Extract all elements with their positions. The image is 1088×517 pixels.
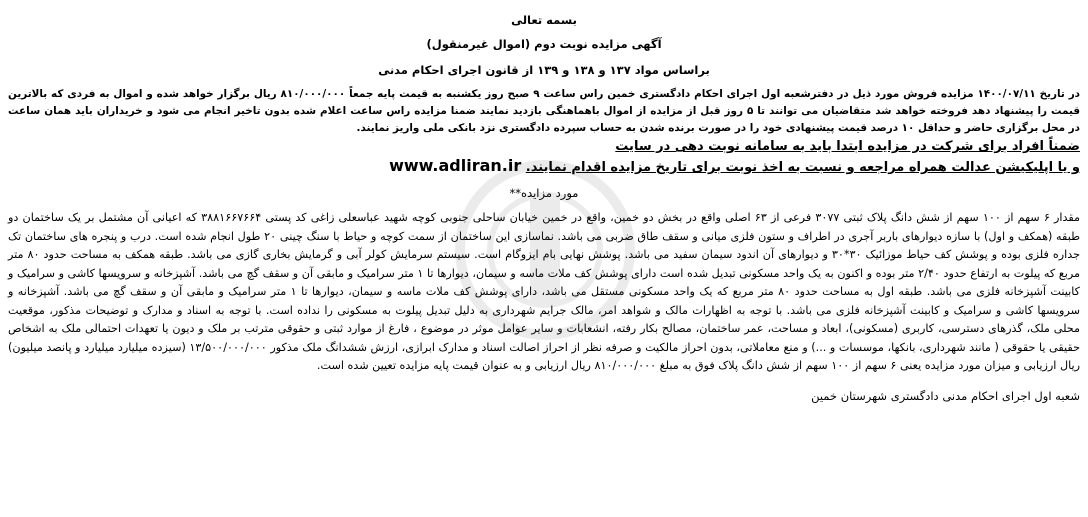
legal-basis: براساس مواد ۱۳۷ و ۱۳۸ و ۱۳۹ از قانون اجرای احکام مدنی xyxy=(378,63,710,77)
website-link[interactable]: www.adliran.ir xyxy=(389,156,522,175)
notice-text-part1: ضمناً افراد برای شرکت در مزایده ابتدا باید به سامانه نوبت دهی در سایت xyxy=(615,139,1080,154)
notice-paragraph xyxy=(8,137,1080,177)
notice-text-part2: و یا اپلیکیشن عدالت همراه مراجعه و نسبت به اخذ نوبت برای تاریخ مزایده اقدام نمایند. xyxy=(525,160,1080,175)
property-description: مقدار ۶ سهم از ۱۰۰ سهم از شش دانگ پلاک ثبتی ۳۰۷۷ فرعی از ۶۳ اصلی واقع در بخش دو خمین، واقع در خمین خیابان ساحلی جنوبی کوچه شهید عباسعلی زاغی کد پستی ۳۸۸۱۶۶۷۶۶۴ که اعیانی آن مشتمل بر یک ساختمان دو طبقه (همکف و اول) با سازه دیوارهای باربر آجری در اطراف و ستون فلزی میانی و سقف طاق ضربی می باشد. نماسازی این ساختمان از سمت کوچه و حیاط با سنگ چینی ۲۰ طول انجام شده است. درب و پنجره های ساختمان تک جداره فلزی بوده و پوشش کف حیاط موزائیک ۳۰*۳۰ و دیوارهای آن اندود سیمان سفید می باشد. پوشش نهایی بام ایزوگام است. سیستم سرمایش کولر آبی و گرمایش بخاری گازی می باشد. طبقه همکف به مساحت حدود ۸۰ متر مربع که پیلوت به ارتفاع حدود ۲/۴۰ متر بوده و اکنون به یک واحد مسکونی تبدیل شده است دارای پوشش کف ملات ماسه و سیمان، دیوارها تا ۱ متر سرامیک و مابقی آن و سقف گچ می باشد. آشپزخانه و سرویسها کاشی و سرامیک و کابینت آشپزخانه فلزی می باشد. طبقه اول به مساحت حدود ۸۰ متر مربع که یک واحد مسکونی مستقل می باشد، دارای پوشش کف ملات ماسه و سیمان، دیوارها تا ۱ متر سرامیک و مابقی آن و سقف گچ می باشد. آشپزخانه و سرویسها کاشی و سرامیک و کابینت آشپزخانه فلزی می باشد. با توجه به اظهارات مالک و شواهد امر، مالک جرایم شهرداری به دلیل تبدیل پیلوت به مسکونی را نداده است. با توجه به اسناد و مدارک و توضیحات مذکور، موقعیت محلی ملک، گذرهای دسترسی، کاربری (مسکونی)، ابعاد و مساحت، عمر ساختمان، مصالح بکار رفته، انشعابات و سایر عوامل موثر در موضوع ، فارغ از موارد ثبتی و حقوقی مترتب بر ملک و دیون یا تعهدات احتمالی ملک به اشخاص حقیقی یا حقوقی ( مانند شهرداری، بانکها، موسسات و ...) و منع معاملاتی، بدون احراز مالکیت و صرفه نظر از احراز اصالت اسناد و مدارک ابرازی، ارزش ششدانگ ملک مذکور ۱۳/۵۰۰/۰۰۰/۰۰۰ (سیزده میلیارد میلیارد و پانصد میلیون) ریال ارزیابی و میزان مورد مزایده یعنی ۶ سهم از ۱۰۰ سهم از شش دانگ پلاک فوق به مبلغ ۸۱۰/۰۰۰/۰۰۰ ریال ارزیابی و به عنوان قیمت پایه مزایده تعیین شده است. xyxy=(8,211,1081,372)
auction-subject-label: مورد مزایده** xyxy=(509,186,579,200)
announcement-title: آگهی مزایده نوبت دوم (اموال غیرمنقول) xyxy=(426,37,662,51)
intro-paragraph: در تاریخ ۱۴۰۰/۰۷/۱۱ مزایده فروش مورد ذیل در دفترشعبه اول اجرای احکام دادگستری خمین راس ساعت ۹ صبح روز یکشنبه به قیمت پایه جمعاً ۸۱۰/۰۰۰/۰۰۰ ریال برگزار خواهد شده و اموال به فردی که بالاترین قیمت را پیشنهاد دهد فروخته خواهد شد متقاضیان می توانند تا ۵ روز قبل از مزایده از اموال باهماهنگی بازدید نمایند ضمنا مزایده راس ساعت اعلام شده بدون تاخیر انجام می شود و خریداران باید همان ساعت در محل برگزاری حاضر و حداقل ۱۰ درصد قیمت پیشنهادی خود را در صورت برنده شدن به حساب سپرده دادگستری نزد بانکی ملی واریز نمایند. xyxy=(8,88,1081,134)
signature-line: شعبه اول اجرای احکام مدنی دادگستری شهرستان خمین xyxy=(811,388,1080,403)
bismillah-heading: بسمه تعالی xyxy=(511,13,577,27)
